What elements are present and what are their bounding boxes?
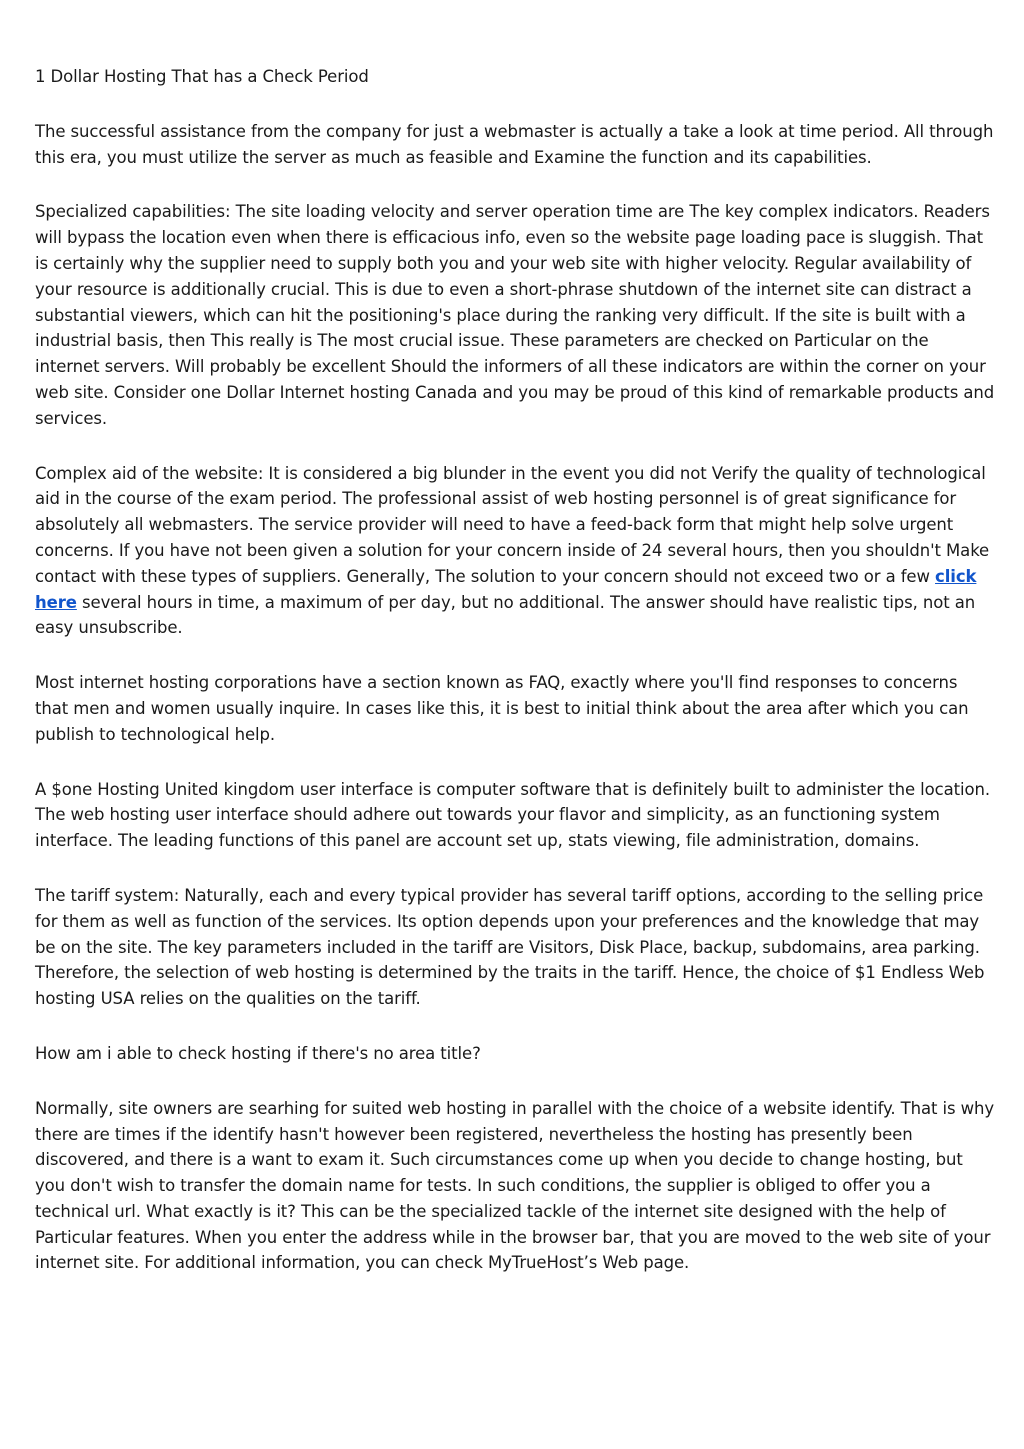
paragraph-complex-aid-text-start: Complex aid of the website: It is considered a big blunder in the event you did not Verify the quality of technological aid in the course of the exam period. The professional assist of web hosting personnel is of great significance for absolutely all webmasters. The service provider will need to have a feed-back form that might help solve urgent concerns. If you have not been given a solution for your concern inside of 24 several hours, then you shouldn't Make contact with these types of suppliers. Generally, The solution to your concern should not exceed two or a few [35,463,990,586]
paragraph-question: How am i able to check hosting if there's no area title? [35,1043,481,1063]
paragraph-technical-url: Normally, site owners are searhing for suited web hosting in parallel with the choice of a website identify. That is why there are times if the identify hasn't however been registered, nevertheless the hosting has presently been discovered, and there is a want to exam it. Such circumstances come up when you decide to change hosting, but you don't wish to transfer the domain name for tests. In such conditions, the supplier is obliged to offer you a technical url. What exactly is it? This can be the specialized tackle of the internet site designed with the help of Particular features. When you enter the address while in the browser bar, that you are moved to the web site of your internet site. For additional information, you can check MyTrueHost’s Web page. [35,1098,995,1273]
paragraph-complex-aid-text-end: several hours in time, a maximum of per day, but no additional. The answer should have realistic tips, not an easy unsubscribe. [35,592,976,638]
paragraph-tariff-system: The tariff system: Naturally, each and every typical provider has several tariff options, according to the selling price for them as well as function of the services. Its option depends upon your preferences and the knowledge that may be on the site. The key parameters included in the tariff are Visitors, Disk Place, backup, subdomains, area parking. Therefore, the selection of web hosting is determined by the traits in the tariff. Hence, the choice of $1 Endless Web hosting USA relies on the qualities on the tariff. [35,885,985,1009]
paragraph-specialized-capabilities: Specialized capabilities: The site loading velocity and server operation time are The key complex indicators. Readers will bypass the location even when there is efficacious info, even so the website page loading pace is sluggish. That is certainly why the supplier need to supply both you and your web site with higher velocity. Regular availability of your resource is additionally crucial. This is due to even a short-phrase shutdown of the internet site can distract a substantial viewers, which can hit the positioning's place during the ranking very difficult. If the site is built with a industrial basis, then This really is The most crucial issue. These parameters are checked on Particular on the internet servers. Will probably be excellent Should the informers of all these indicators are within the corner on your web site. Consider one Dollar Internet hosting Canada and you may be proud of this kind of remarkable products and services. [35,202,995,428]
click-here-link[interactable]: click here [35,566,977,612]
paragraph-intro: The successful assistance from the company for just a webmaster is actually a take a look at time period. All through this era, you must utilize the server as much as feasible and Examine the function and its capabilities. [35,121,994,167]
paragraph-user-interface: A $one Hosting United kingdom user interface is computer software that is definitely built to administer the location. The web hosting user interface should adhere out towards your flavor and simplicity, as an functioning system interface. The leading functions of this panel are account set up, stats viewing, file administration, domains. [35,779,990,851]
paragraph-faq: Most internet hosting corporations have a section known as FAQ, exactly where you'll find responses to concerns that men and women usually inquire. In cases like this, it is best to initial think about the area after which you can publish to technological help. [35,673,969,744]
document-title: 1 Dollar Hosting That has a Check Period [35,67,369,86]
document-body [35,64,995,1305]
paragraph-complex-aid [35,461,995,642]
